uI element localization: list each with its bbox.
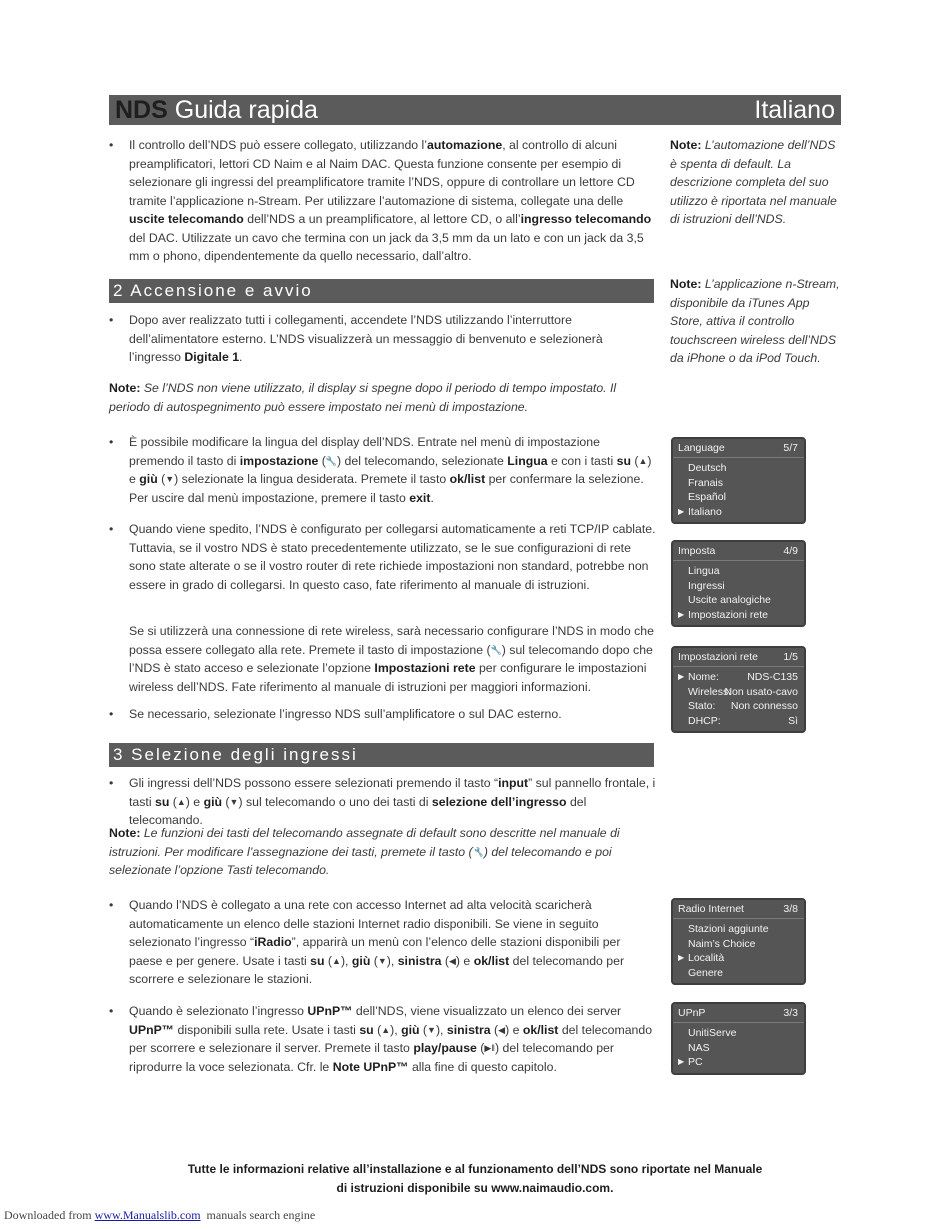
selection-arrow-icon: ▶ — [678, 953, 685, 963]
lcd-title: Impostazioni rete — [678, 651, 758, 663]
lcd-title: Language — [678, 442, 725, 454]
bullet-marker: • — [109, 707, 114, 721]
lcd-title: UPnP — [678, 1007, 706, 1019]
title-bar — [109, 95, 841, 125]
lcd-row — [673, 490, 804, 505]
lcd-row-label: Nome: — [688, 671, 719, 683]
down-arrow-icon: ▼ — [165, 474, 175, 484]
lcd-row — [673, 505, 804, 520]
lcd-row-label: Ingressi — [688, 579, 725, 592]
lcd-imposta-menu — [671, 540, 806, 627]
side-note-nstream: Note: L’applicazione n-Stream, disponibile da iTunes App Store, attiva il controllo touchscreen wireless dell’NDS da iPhone o da iPod Touch. — [670, 277, 840, 365]
lcd-title: Imposta — [678, 545, 716, 557]
power-on-paragraph: Dopo aver realizzato tutti i collegamenti, accendete l’NDS utilizzando l’interruttore dell’alimentatore esterno. L’NDS visualizzerà un messaggio di benvenuto e selezionerà l’ingresso Digitale 1. — [129, 313, 603, 364]
lcd-row-label: NAS — [688, 1041, 710, 1054]
wrench-icon: 🔧 — [490, 644, 502, 655]
lcd-row — [673, 1041, 804, 1056]
input-select-paragraph: Se necessario, selezionate l’ingresso NDS sull’amplificatore o sul DAC esterno. — [129, 707, 562, 721]
down-arrow-icon: ▼ — [229, 796, 239, 807]
lcd-upnp-menu — [671, 1002, 806, 1075]
up-arrow-icon: ▲ — [381, 1024, 391, 1035]
lcd-row — [673, 608, 804, 623]
lcd-row-label: Impostazioni rete — [688, 608, 768, 621]
lcd-rete-menu — [671, 646, 806, 733]
lcd-row-label: Stazioni aggiunte — [688, 923, 769, 935]
lcd-language-menu — [671, 437, 806, 524]
lcd-row — [673, 564, 804, 579]
lcd-row — [673, 937, 804, 952]
network-paragraph: Quando viene spedito, l’NDS è configurato per collegarsi automaticamente a reti TCP/IP cablate. Tuttavia, se il vostro NDS è stato precedentemente utilizzato, se le sue configurazioni di rete sono state alterate o se il vostro router di rete richiede impostazioni non standard, potrebbe non essere in grado di collegarsi. In questo caso, fate riferimento al manuale di istruzioni. — [129, 522, 656, 592]
wireless-paragraph: Se si utilizzerà una connessione di rete wireless, sarà necessario configurare l’NDS in modo che possa essere collegato alla rete. Premete il tasto di impostazione (🔧) sul telecomando dopo che l’NDS è stato acceso e selezionate l’opzione Impostazioni rete per configurare le impostazioni wireless dell’NDS. Fate riferimento al manuale di istruzioni per maggiori informazioni. — [129, 624, 654, 694]
autostandby-note: Note: Se l’NDS non viene utilizzato, il display si spegne dopo il periodo di tempo impostato. Il periodo di autospegnimento può essere impostato nei menù di impostazione. — [109, 381, 617, 414]
download-suffix: manuals search engine — [206, 1208, 316, 1222]
lcd-row-label: Deutsch — [688, 462, 727, 474]
remote-keys-note: Note: Le funzioni dei tasti del telecomando assegnate di default sono descritte nel manuale di istruzioni. Per modificare l’assegnazione dei tasti, premete il tasto (🔧) del telecomando e poi selezionate l’opzione Tasti telecomando. — [109, 826, 620, 877]
footer-line: di istruzioni disponibile su www.naimaudio.com. — [336, 1181, 614, 1195]
lcd-row — [673, 951, 804, 966]
manualslib-link[interactable]: www.Manualslib.com — [94, 1208, 201, 1222]
lcd-row-label: Naim’s Choice — [688, 937, 756, 950]
selection-arrow-icon: ▶ — [678, 609, 685, 619]
lcd-row — [673, 699, 804, 714]
up-arrow-icon: ▲ — [332, 955, 341, 966]
lcd-row — [673, 685, 804, 700]
lcd-row-label: Genere — [688, 966, 724, 979]
lcd-row-value: NDS-C135 — [747, 671, 798, 683]
lcd-page: 3/8 — [783, 903, 798, 915]
lcd-row-value: Sì — [788, 714, 798, 727]
language-label: Italiano — [754, 96, 835, 124]
lcd-row-value: Non connesso — [730, 700, 798, 713]
section-3-header: 3 Selezione degli ingressi — [109, 743, 654, 767]
lcd-row — [673, 670, 804, 685]
left-arrow-icon: ◀ — [498, 1024, 506, 1035]
page-title — [115, 95, 318, 125]
bullet-marker: • — [109, 522, 114, 536]
bullet-marker: • — [109, 898, 114, 912]
lcd-row-label: PC — [688, 1056, 703, 1069]
lcd-row — [673, 579, 804, 594]
intro-paragraph: Il controllo dell’NDS può essere collegato, utilizzando l’automazione, al controllo di alcuni preamplificatori, lettori CD Naim e al Naim DAC. Questa funzione consente per esempio di selezionare gli ingressi del preamplificatore tramite l’NDS, oppure di controllare un lettore CD tramite l’applicazione n-Stream. Per utilizzare l’automazione di sistema, collegate una delle uscite telecomando dell’NDS a un preamplificatore, al lettore CD, o all’ingresso telecomando del DAC. Utilizzate un cavo che termina con un jack da 3,5 mm da un lato e con un jack da 3,5 mm o phono, dipendentemente da quello necessario, dall’altro. — [129, 138, 652, 263]
iradio-paragraph: Quando l’NDS è collegato a una rete con accesso Internet ad alta velocità scaricherà automaticamente un elenco delle stazioni Internet radio disponibili. Se viene in seguito selezionato l’ingresso “iRadio”, apparirà un menù con l’elenco delle stazioni disponibili per paese e per genere. Usate i tasti su (▲), giù (▼), sinistra (◀) e ok/list del telecomando per scorrere e selezionare le stazioni. — [129, 898, 625, 986]
lcd-row-label: Italiano — [688, 505, 722, 518]
up-arrow-icon: ▲ — [638, 455, 648, 466]
lcd-row-label: Località — [688, 952, 725, 965]
lcd-row — [673, 1055, 804, 1070]
lcd-row-label: Stato: — [688, 700, 716, 713]
up-arrow-icon: ▲ — [176, 796, 186, 807]
play-pause-icon: ▶‖ — [484, 1043, 496, 1053]
lcd-row-label: DHCP: — [688, 714, 721, 727]
brand-name: NDS — [115, 96, 168, 124]
selection-arrow-icon: ▶ — [678, 506, 685, 516]
lcd-row-label: Lingua — [688, 565, 720, 577]
download-prefix: Downloaded from — [4, 1208, 92, 1222]
lcd-row — [673, 476, 804, 491]
lcd-row-label: Franais — [688, 476, 724, 489]
lcd-row — [673, 1026, 804, 1041]
wrench-icon: 🔧 — [325, 455, 338, 466]
down-arrow-icon: ▼ — [427, 1024, 436, 1035]
language-paragraph: È possibile modificare la lingua del display dell’NDS. Entrate nel menù di impostazione premendo il tasto di impostazione (🔧) del telecomando, selezionate Lingua e con i tasti su (▲) e giù (▼) selezionate la lingua desiderata. Premete il tasto ok/list per confermare la selezione. Per uscire dal menù impostazione, premere il tasto exit. — [129, 435, 652, 505]
footer-line: Tutte le informazioni relative all’installazione e al funzionamento dell’NDS sono riportate nel Manuale — [187, 1162, 763, 1176]
bullet-marker: • — [109, 138, 114, 152]
footer-note — [109, 1160, 841, 1198]
lcd-row-label: Uscite analogiche — [688, 594, 771, 607]
lcd-page: 5/7 — [783, 442, 798, 454]
lcd-row — [673, 714, 804, 729]
bullet-marker: • — [109, 313, 114, 327]
lcd-page: 1/5 — [783, 651, 798, 663]
lcd-row — [673, 966, 804, 981]
lcd-page: 3/3 — [783, 1007, 798, 1019]
lcd-row-label: Español — [688, 491, 726, 504]
lcd-row — [673, 593, 804, 608]
download-credit — [4, 1208, 315, 1223]
guide-title: Guida rapida — [174, 96, 318, 124]
section-2-header: 2 Accensione e avvio — [109, 279, 654, 303]
lcd-title: Radio Internet — [678, 903, 744, 915]
lcd-radio-menu — [671, 898, 806, 985]
bullet-marker: • — [109, 1004, 114, 1018]
selection-arrow-icon: ▶ — [678, 1057, 685, 1067]
lcd-page: 4/9 — [783, 545, 798, 557]
lcd-row-value: Non usato-cavo — [724, 685, 798, 698]
left-arrow-icon: ◀ — [448, 955, 456, 966]
lcd-row-label: UnitiServe — [688, 1027, 737, 1039]
upnp-paragraph: Quando è selezionato l’ingresso UPnP™ dell’NDS, viene visualizzato un elenco dei server UPnP™ disponibili sulla rete. Usate i tasti su (▲), giù (▼), sinistra (◀) e ok/list del telecomando per scorrere e selezionare il server. Premete il tasto play/pause (▶‖) del telecomando per riprodurre la voce selezionata. Cfr. le Note UPnP™ alla fine di questo capitolo. — [129, 1004, 653, 1074]
down-arrow-icon: ▼ — [377, 955, 387, 966]
bullet-marker: • — [109, 776, 114, 790]
bullet-marker: • — [109, 435, 114, 449]
inputs-paragraph: Gli ingressi dell’NDS possono essere selezionati premendo il tasto “input” sul pannello frontale, i tasti su (▲) e giù (▼) sul telecomando o uno dei tasti di selezione dell’ingresso del telecomando. — [129, 776, 656, 827]
selection-arrow-icon: ▶ — [678, 672, 685, 681]
wrench-icon: 🔧 — [472, 846, 484, 857]
lcd-row — [673, 922, 804, 937]
lcd-row-label: Wireless: — [688, 685, 732, 698]
side-note-automation: Note: L’automazione dell’NDS è spenta di default. La descrizione completa del suo utilizzo è riportata nel manuale di istruzioni dell’NDS. — [670, 138, 837, 226]
lcd-row — [673, 461, 804, 476]
